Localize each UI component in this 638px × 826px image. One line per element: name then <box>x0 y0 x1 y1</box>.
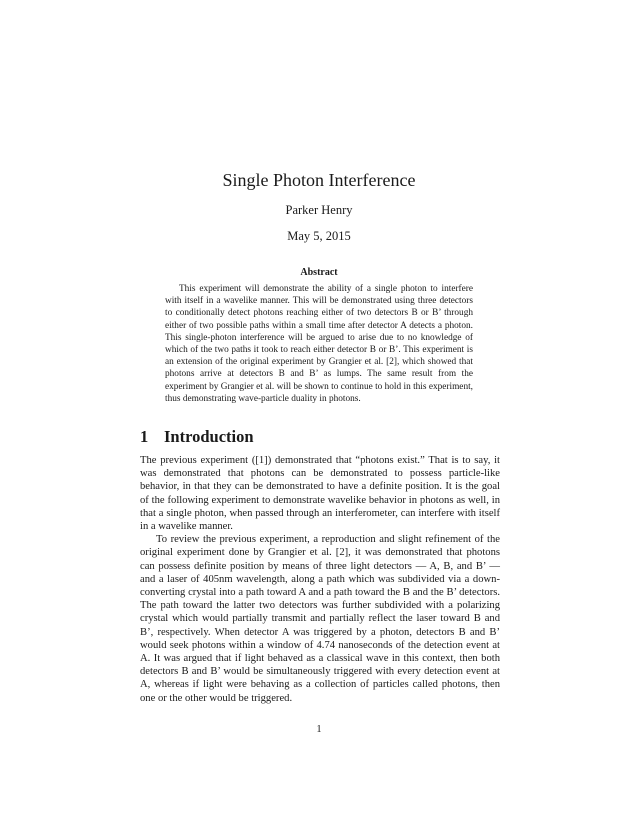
abstract-heading: Abstract <box>300 267 338 278</box>
paragraph-2: To review the previous experiment, a reproduction and slight refinement of the original experiment done by Grangier et al. [2], it was demonstrated that photons can possess definite position by means of three light detectors — A, B, and B’ — and a laser of 405nm wavelength, along a path which was subdivided via a down-converting crystal into a path toward A and a path toward the B and the B’ detectors. The path toward the latter two detectors was further subdivided with a polarizing crystal which would partially transmit and partially reflect the laser toward B and B’, respectively. When detector A was triggered by a photon, detectors B and B’ would seek photons within a window of 4.74 nanoseconds of the detection event at A. It was argued that if light behaved as a classical wave in this context, then both detectors B and B’ would be simultaneously triggered with every detection event at A, whereas if light were behaving as a collection of particles called photons, then one or the other would be triggered. <box>140 534 500 704</box>
abstract-text: This experiment will demonstrate the ability of a single photon to interfere with itself in a wavelike manner. This will be demonstrated using three detectors to conditionally detect photons reaching either of two detectors B or B’ through either of two possible paths within a small time after detector A detects a photon. This single-photon interference will be argued to arise due to no knowledge of which of the two paths it took to reach either detector B or B’. This experiment is an extension of the original experiment by Grangier et al. [2], which showed that photons arrive at detectors B and B’ as lumps. The same result from the experiment by Grangier et al. will be shown to continue to hold in this experiment, thus demonstrating wave-particle duality in photons. <box>165 284 473 404</box>
paper-title: Single Photon Interference <box>222 170 416 190</box>
publication-date: May 5, 2015 <box>287 229 351 243</box>
section-body <box>140 454 500 705</box>
page-number: 1 <box>316 724 322 735</box>
section-title: Introduction <box>164 427 254 446</box>
section-number: 1 <box>140 427 149 446</box>
paragraph-1: The previous experiment ([1]) demonstrated that “photons exist.” That is to say, it was demonstrated that photons can be demonstrated to possess particle-like behavior, in that they can be demonstrated to have a definite position. It is the goal of the following experiment to demonstrate wavelike behavior in photons as well, in that a single photon, when passed through an interferometer, can interfere with itself in a wavelike manner. <box>140 455 500 533</box>
author-name: Parker Henry <box>285 203 353 217</box>
section-heading <box>140 426 254 448</box>
